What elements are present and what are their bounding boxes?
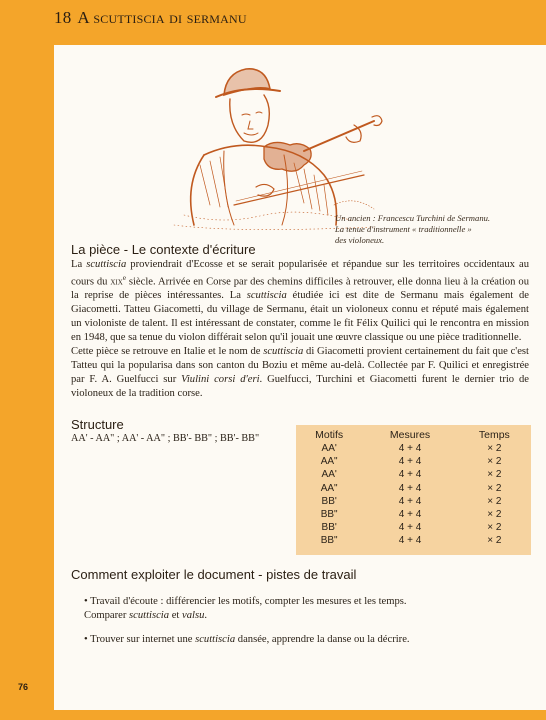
cell: × 2 (487, 469, 502, 481)
content-panel (54, 45, 546, 710)
text: étudiée ici est dite de Sermanu mais également de Giacometti. Tatteu Giacometti, du village de Sermanu, était un violoneux connu et réputé mais également un violoniste de talent. Il est intéressant de constater, comme le fit Félix Quilici qui le rencontra en mission en 1948, que sa tenue du violon différait selon qu'il jouait une œuvre classique ou une pièce traditionnelle. (71, 290, 530, 344)
bullet-line: • Travail d'écoute : différencier les motifs, compter les mesures et les temps. (84, 596, 407, 607)
term: scuttiscia (246, 290, 287, 302)
cell: × 2 (487, 456, 502, 468)
table-row (296, 455, 531, 468)
cell: × 2 (487, 443, 502, 454)
section-heading-context: La pièce - Le contexte d'écriture (71, 242, 256, 257)
cell: BB' (321, 522, 337, 534)
cell: AA" (320, 482, 338, 494)
term: scuttiscia (129, 610, 170, 621)
page-number: 76 (18, 682, 29, 692)
caption-line: Un ancien : Francescu Turchini de Sermanu. (335, 213, 491, 223)
text: • Trouver sur internet une (84, 634, 196, 645)
violinist-engraving-icon (164, 55, 394, 233)
album-title: Viulini corsi d'eri (181, 373, 260, 385)
column-header: Temps (478, 429, 510, 441)
cell: 4 + 4 (398, 456, 422, 468)
superscript: e (122, 273, 126, 282)
century: xix (110, 276, 123, 288)
cell: BB" (320, 509, 338, 521)
text: proviendrait d'Ecosse et se serait popularisée et répandue sur les territoires occidentaux au cours du (71, 259, 529, 288)
cell: 4 + 4 (398, 535, 422, 547)
table-row (296, 534, 531, 547)
table-row (296, 468, 531, 481)
column-header: Mesures (389, 429, 431, 441)
table-row (296, 442, 531, 455)
bullet-line (84, 609, 407, 623)
section-heading-structure: Structure (71, 417, 124, 432)
text: Cette pièce se retrouve en Italie et le nom de (71, 345, 264, 357)
cell: × 2 (487, 495, 502, 507)
caption-line: La tenue d'instrument « traditionnelle » (335, 224, 472, 234)
page-title (54, 8, 247, 28)
text: Comparer (84, 610, 130, 621)
term: scuttiscia (195, 634, 236, 645)
table-row (296, 521, 531, 534)
chapter-number: 18 (54, 8, 72, 27)
paragraph (71, 345, 529, 401)
table-header-row (296, 425, 531, 442)
chapter-title: A scuttiscia di sermanu (77, 8, 247, 27)
text: di Giacometti provient certainement du fait que c'est Tatteu qui la popularisa dans son canton du Boziu et même au-delà. Collectée par F. Quilici et enregistrée par F. A. Guelfucci sur (71, 345, 529, 385)
paragraph (71, 258, 529, 345)
cell: × 2 (487, 509, 502, 521)
list-item (84, 633, 410, 647)
cell: 4 + 4 (398, 522, 422, 534)
cell: × 2 (487, 535, 502, 547)
column-header: Motifs (315, 429, 344, 441)
cell: BB' (321, 495, 337, 507)
text: et (169, 610, 182, 621)
text: La (71, 259, 87, 270)
term: scuttiscia (263, 345, 304, 357)
cell: AA' (321, 469, 337, 481)
text: siècle. Arrivée en Corse par des chemins difficiles à retrouver, elle donna lieu à la création ou la reprise de pièces intéressantes. La (71, 276, 529, 302)
caption-line: des violoneux. (335, 235, 385, 245)
term: valsu (182, 610, 205, 621)
cell: 4 + 4 (398, 509, 422, 521)
section-heading-exploit: Comment exploiter le document - pistes de travail (71, 567, 357, 582)
table-row (296, 495, 531, 508)
term: scuttiscia (86, 259, 127, 270)
structure-sequence: AA' - AA" ; AA' - AA" ; BB'- BB" ; BB'- BB" (71, 433, 260, 444)
context-text (71, 258, 529, 401)
list-item (84, 595, 407, 623)
cell: AA" (320, 456, 338, 468)
cell: 4 + 4 (398, 443, 422, 454)
text: . (204, 610, 208, 621)
cell: × 2 (487, 522, 502, 534)
cell: 4 + 4 (398, 482, 422, 494)
table-row (296, 508, 531, 521)
text: dansée, apprendre la danse ou la décrire. (235, 634, 410, 645)
text: . Guelfucci, Turchini et Giacometti furent le dernier trio de violoneux de la tradition corse. (71, 373, 529, 399)
cell: × 2 (487, 482, 502, 494)
illustration-caption (335, 213, 530, 246)
cell: 4 + 4 (398, 469, 422, 481)
structure-table (296, 425, 531, 555)
table-row (296, 482, 531, 495)
cell: AA' (321, 443, 337, 454)
cell: 4 + 4 (398, 495, 422, 507)
cell: BB" (320, 535, 338, 547)
